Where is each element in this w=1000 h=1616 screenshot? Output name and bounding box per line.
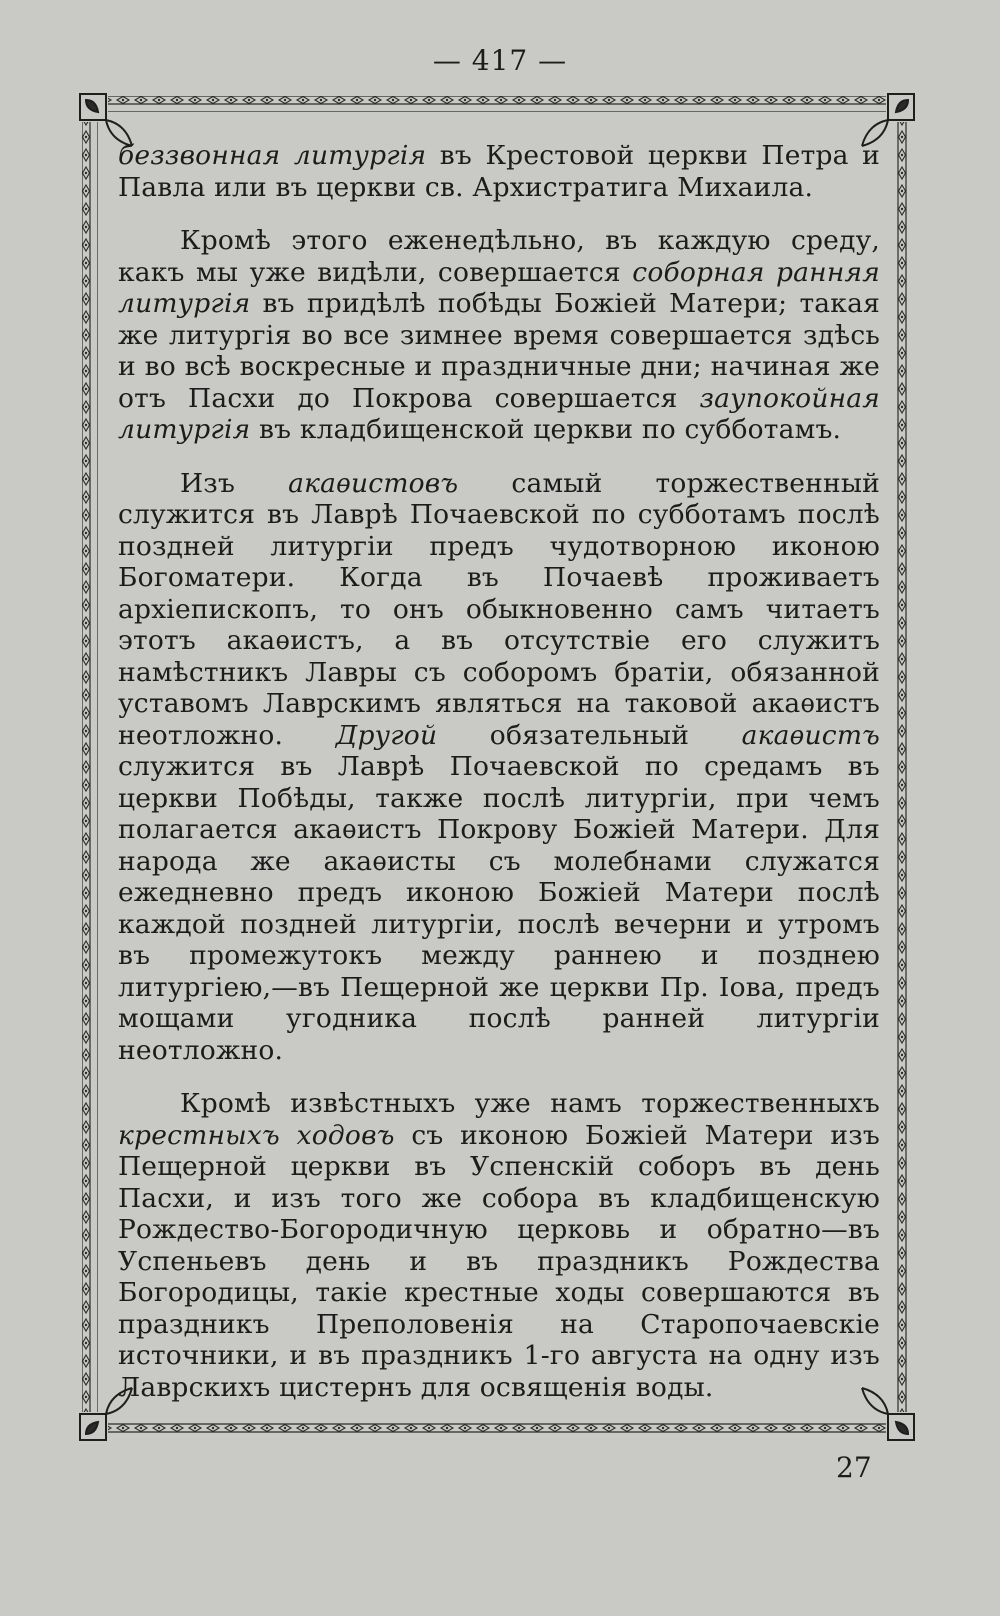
text-run: служится въ Лаврѣ Почаевской по средамъ въ церкви Побѣды, также послѣ литургіи, при чемъ полагается акаѳистъ Покрову Божіей Матери. Для народа же акаѳисты съ молебнами служатся ежедневно предъ иконою Божіей Матери послѣ каждой поздней литургіи, послѣ вечерни и утромъ въ промежутокъ между раннею и позднею литургіею,—въ Пещерной же церкви Пр. Іова, предъ мощами угодника послѣ ранней литургіи неотложно. [118,751,880,1066]
italic-term: Другой [335,719,438,751]
paragraph-4 [118,1088,880,1403]
italic-term: беззвонная литургія [118,140,427,171]
text-run: въ придѣлѣ побѣды Божіей Матери; такая же литургія во все зимнее время совершается здѣсь и во всѣ воскресные и праздничные дни; начиная же отъ Пасхи до Покрова совершается [118,288,880,414]
text-run: самый торжественный служится въ Лаврѣ Почаевской по субботамъ послѣ поздней литургіи предъ чудотворною иконою Богоматери. Когда въ Почаевѣ проживаетъ архіепископъ, то онъ обыкновенно самъ читаетъ этотъ акаѳистъ, а въ отсутствіе его служитъ намѣстникъ Лавры съ соборомъ братіи, обязанной уставомъ Лаврскимъ являться на таковой акаѳистъ неотложно. [118,467,880,751]
italic-term: акаѳистъ [741,719,881,751]
text-run: обязательный [437,719,742,751]
body-text [118,140,880,1403]
paragraph-1 [118,140,880,203]
text-run: Кромѣ этого еженедѣльно, въ каждую среду, какъ мы уже видѣли, совершается [118,225,880,288]
text-run: Кромѣ извѣстныхъ уже намъ торжественныхъ [180,1088,880,1119]
text-run: Изъ [180,467,289,499]
ornamental-frame [78,92,916,1442]
text-run: съ иконою Божіей Матери изъ Пещерной церкви въ Успенскій соборъ въ день Пасхи, и изъ того же собора въ кладбищенскую Рождество-Богородичную церковь и обратно—въ Успеньевъ день и въ праздникъ Рождества Богородицы, такіе крестные ходы совершаются въ праздникъ Преполовенія на Старопочаевскіе источники, и въ праздникъ 1-го августа на одну изъ Лаврскихъ цистернъ для освященія воды. [118,1119,880,1403]
italic-term: заупокойная литургія [118,382,880,445]
text-run: въ Крестовой церкви Петра и Павла или въ церкви св. Архистратига Михаила. [118,140,880,203]
text-run: въ кладбищенской церкви по субботамъ. [250,414,842,445]
italic-term: соборная ранняя литургія [118,256,880,319]
italic-term: крестныхъ ходовъ [118,1119,395,1151]
signature-mark: 27 [836,1451,872,1484]
paragraph-3 [118,468,880,1067]
paragraph-2 [118,225,880,446]
page-number: — 417 — [432,44,568,77]
italic-term: акаѳистовъ [288,467,459,499]
